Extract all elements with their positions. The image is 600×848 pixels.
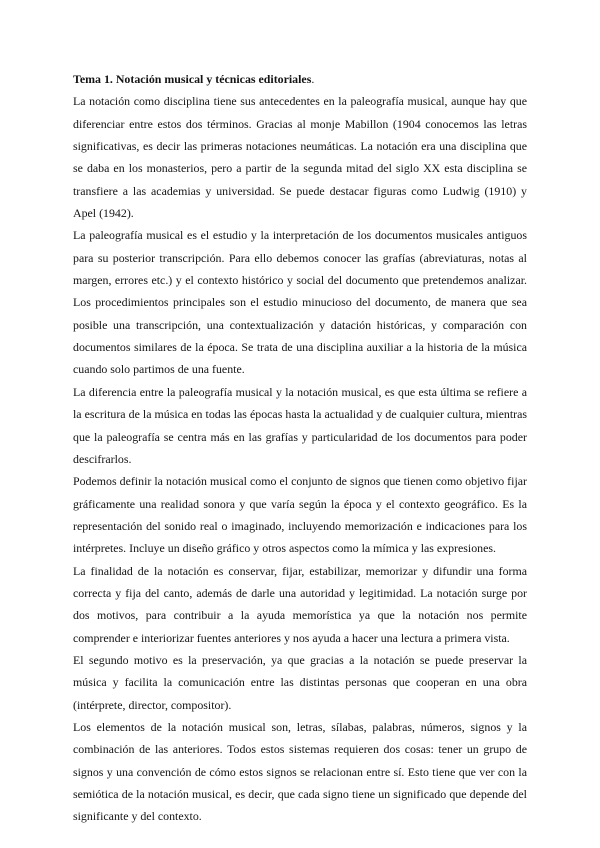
- paragraph-finalidad: La finalidad de la notación es conservar, fijar, estabilizar, memorizar y difundir una forma correcta y fija del canto, además de darle una autoridad y legitimidad. La notación surge por dos motivos, para contribuir a la ayuda memorística ya que la notación nos permite comprender e interiorizar fuentes anteriores y nos ayuda a hacer una lectura a primera vista.: [73, 563, 527, 645]
- paragraph-paleografia-antecedentes: La notación como disciplina tiene sus antecedentes en la paleografía musical, aunque hay que diferenciar entre estos dos términos. Gracias al monje Mabillon (1904 conocemos las letras significativas, es decir las primeras notaciones neumáticas. La notación era una disciplina que se daba en los monasterios, pero a partir de la segunda mitad del siglo XX esta disciplina se transfiere a las academias y universidad. Se puede destacar figuras como Ludwig (1910) y Apel (1942).: [73, 94, 527, 221]
- paragraph-segundo-motivo: El segundo motivo es la preservación, ya que gracias a la notación se puede preservar la música y facilita la comunicación entre las distintas personas que cooperan en una obra (intérprete, director, compositor).: [73, 652, 527, 712]
- document-title: [73, 68, 527, 90]
- document-title-text: Tema 1. Notación musical y técnicas editoriales: [73, 72, 312, 86]
- document-page: [73, 68, 527, 828]
- paragraph-paleografia-definicion: La paleografía musical es el estudio y la interpretación de los documentos musicales antiguos para su posterior transcripción. Para ello debemos conocer las grafías (abreviaturas, notas al margen, errores etc.) y el contexto histórico y social del documento que pretendemos analizar. Los procedimientos principales son el estudio minucioso del documento, de manera que sea posible una transcripción, una contextualización y datación históricas, y comparación con documentos similares de la época. Se trata de una disciplina auxiliar a la historia de la música cuando solo partimos de una fuente.: [73, 228, 527, 377]
- paragraph-diferencia: La diferencia entre la paleografía musical y la notación musical, es que esta última se refiere a la escritura de la música en todas las épocas hasta la actualidad y de cualquier cultura, mientras que la paleografía se centra más en las grafías y particularidad de los documentos para poder descifrarlos.: [73, 384, 527, 466]
- paragraph-elementos: Los elementos de la notación musical son, letras, sílabas, palabras, números, signos y la combinación de las anteriores. Todos estos sistemas requieren dos cosas: tener un grupo de signos y una convención de cómo estos signos se relacionan entre sí. Esto tiene que ver con la semiótica de la notación musical, es decir, que cada signo tiene un significado que depende del significante y del contexto.: [73, 719, 527, 824]
- paragraph-definicion-notacion: Podemos definir la notación musical como el conjunto de signos que tienen como objetivo fijar gráficamente una realidad sonora y que varía según la época y el contexto geográfico. Es la representación del sonido real o imaginado, incluyendo memorización e indicaciones para los intérpretes. Incluye un diseño gráfico y otros aspectos como la mímica y las expresiones.: [73, 474, 527, 556]
- document-title-period: .: [311, 72, 315, 86]
